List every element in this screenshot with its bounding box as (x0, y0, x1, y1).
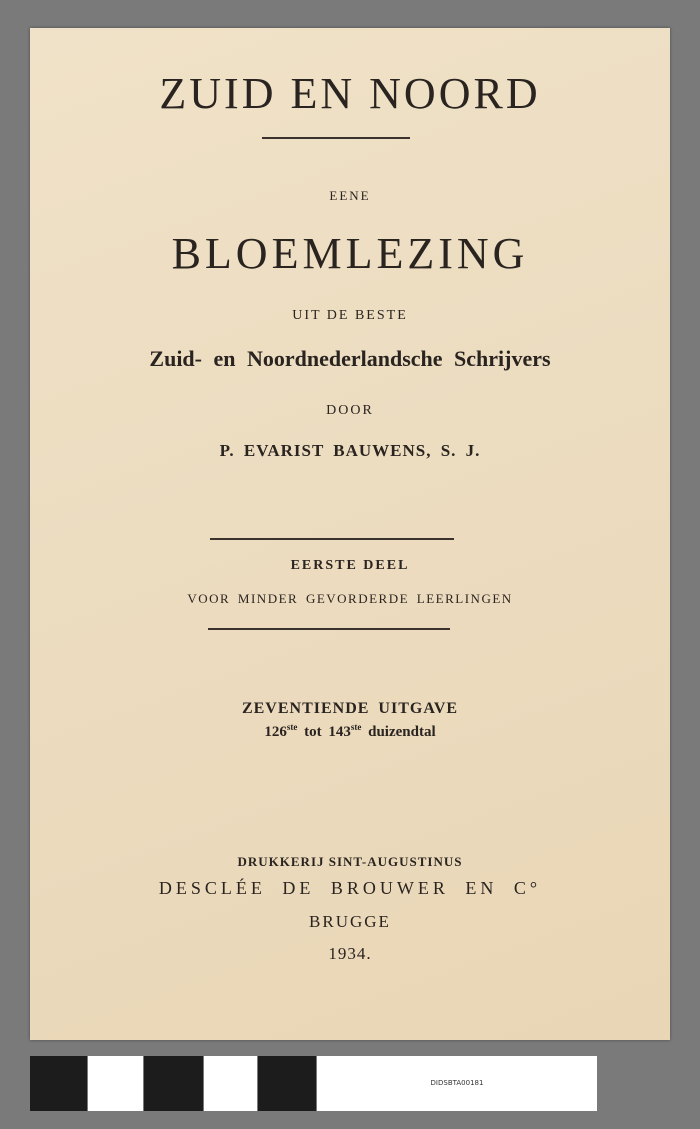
book-title: ZUID EN NOORD (159, 69, 541, 118)
scale-block-white (88, 1056, 143, 1111)
audience: VOOR MINDER GEVORDERDE LEERLINGEN (187, 591, 513, 606)
print-run-to: 143 (328, 724, 351, 740)
publisher: DESCLÉE DE BROUWER EN C° (158, 878, 542, 898)
subtitle: Zuid- en Noordnederlandsche Schrijvers (149, 346, 551, 371)
author: P. EVARIST BAUWENS, S. J. (219, 441, 481, 460)
divider (262, 137, 410, 139)
door-text: DOOR (326, 403, 374, 418)
divider (210, 538, 454, 540)
year: 1934. (328, 944, 372, 963)
part: EERSTE DEEL (290, 558, 410, 573)
divider (208, 628, 450, 630)
uit-de-beste-text: UIT DE BESTE (292, 308, 408, 323)
scale-block-black (30, 1056, 87, 1111)
print-run-suffix: duizendtal (368, 724, 436, 740)
print-run-tot: tot (304, 724, 322, 740)
eene-text: EENE (329, 188, 371, 203)
print-run (30, 722, 670, 741)
printer: DRUKKERIJ SINT-AUGUSTINUS (237, 854, 463, 869)
scale-block-white (204, 1056, 257, 1111)
print-run-to-sup: ste (350, 722, 362, 732)
city: BRUGGE (309, 912, 391, 931)
edition: ZEVENTIENDE UITGAVE (241, 700, 459, 717)
archive-label: DIDSBTA00181 (317, 1056, 597, 1111)
print-run-from: 126 (264, 724, 287, 740)
title-page (30, 28, 670, 1040)
scale-block-black (258, 1056, 316, 1111)
main-title: BLOEMLEZING (171, 229, 529, 278)
print-run-from-sup: ste (286, 722, 298, 732)
scale-block-black (144, 1056, 203, 1111)
